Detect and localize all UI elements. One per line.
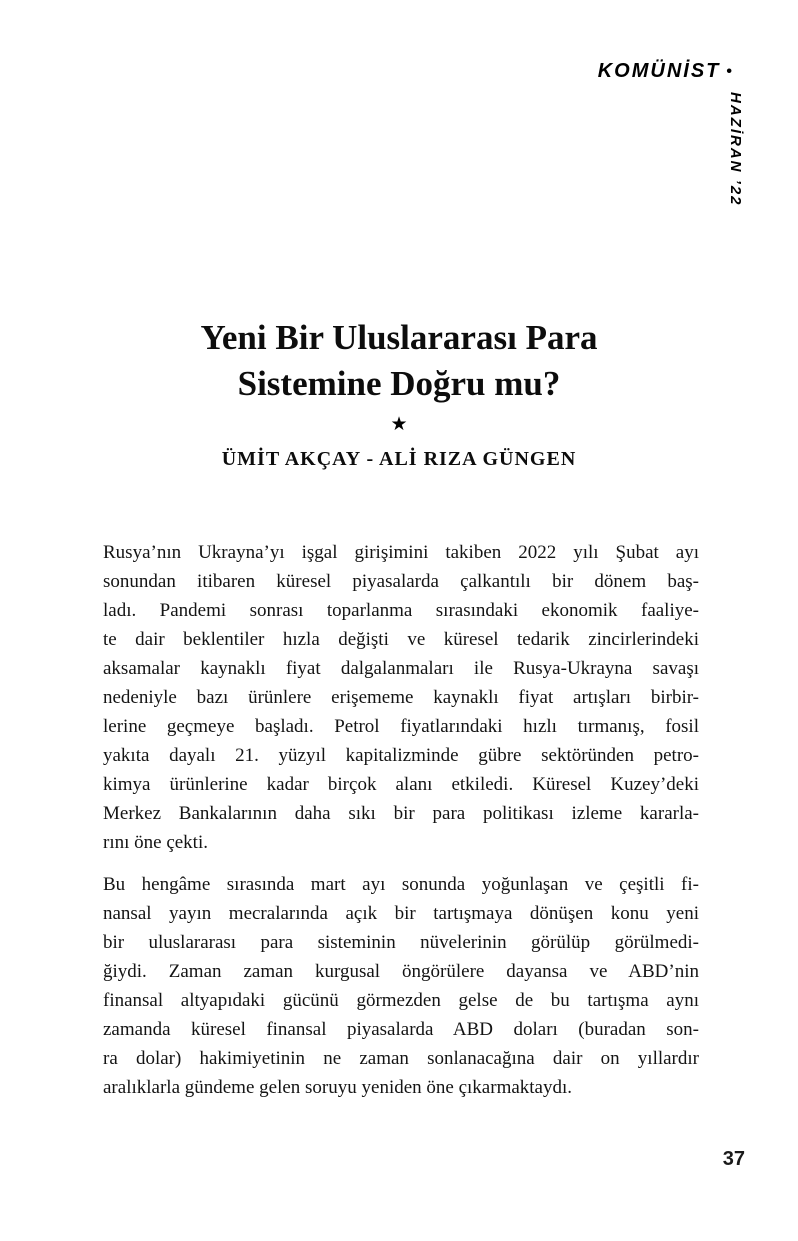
body-line: nedeniyle bazı ürünlere erişememe kaynaklı fiyat artışları birbir- (103, 687, 699, 708)
body-line: Rusya’nın Ukrayna’yı işgal girişimini takiben 2022 yılı Şubat ayı (103, 542, 699, 563)
body-line: Bu hengâme sırasında mart ayı sonunda yoğunlaşan ve çeşitli fi- (103, 874, 699, 895)
body-line: aksamalar kaynaklı fiyat dalgalanmaları ile Rusya-Ukrayna savaşı (103, 658, 699, 679)
body-line: kimya ürünlerine kadar birçok alanı etkiledi. Küresel Kuzey’deki (103, 774, 699, 795)
body-line: te dair beklentiler hızla değişti ve küresel tedarik zincirlerindeki (103, 629, 699, 650)
page-number: 37 (722, 1148, 745, 1170)
body-line: rını öne çekti. (103, 832, 208, 853)
title-block (0, 315, 798, 471)
masthead (598, 60, 732, 83)
body-line: finansal altyapıdaki gücünü görmezden gelse de bu tartışma aynı (103, 990, 699, 1011)
body-line: nansal yayın mecralarında açık bir tartışmaya dönüşen konu yeni (103, 903, 699, 924)
body-line: ğiydi. Zaman zaman kurgusal öngörülere dayansa ve ABD’nin (103, 961, 699, 982)
masthead-bullet-icon: • (726, 63, 732, 80)
masthead-title: KOMÜNİST (597, 60, 721, 82)
title-line-2: Sistemine Doğru mu? (237, 364, 561, 403)
authors-byline: ÜMİT AKÇAY - ALİ RIZA GÜNGEN (221, 448, 577, 470)
article-title (0, 315, 798, 407)
body-line: Merkez Bankalarının daha sıkı bir para politikası izleme kararla- (103, 803, 699, 824)
body-line: bir uluslararası para sisteminin nüvelerinin görülüp görülmedi- (103, 932, 699, 953)
article-body (103, 538, 699, 1102)
title-line-1: Yeni Bir Uluslararası Para (200, 318, 598, 357)
paragraph (103, 870, 699, 1102)
body-line: lerine geçmeye başladı. Petrol fiyatlarındaki hızlı tırmanış, fosil (103, 716, 699, 737)
star-divider-icon: ★ (390, 414, 408, 435)
body-line: yakıta dayalı 21. yüzyıl kapitalizminde gübre sektöründen petro- (103, 745, 699, 766)
body-line: zamanda küresel finansal piyasalarda ABD doları (buradan son- (103, 1019, 699, 1040)
paragraph (103, 538, 699, 857)
body-line: ra dolar) hakimiyetinin ne zaman sonlanacağına dair on yıllardır (103, 1048, 699, 1069)
issue-date-vertical: HAZİRAN ’22 (727, 92, 744, 207)
body-line: sonundan itibaren küresel piyasalarda çalkantılı bir dönem baş- (103, 571, 699, 592)
body-line: ladı. Pandemi sonrası toparlanma sırasındaki ekonomik faaliye- (103, 600, 699, 621)
body-line: aralıklarla gündeme gelen soruyu yeniden öne çıkarmaktaydı. (103, 1077, 573, 1098)
